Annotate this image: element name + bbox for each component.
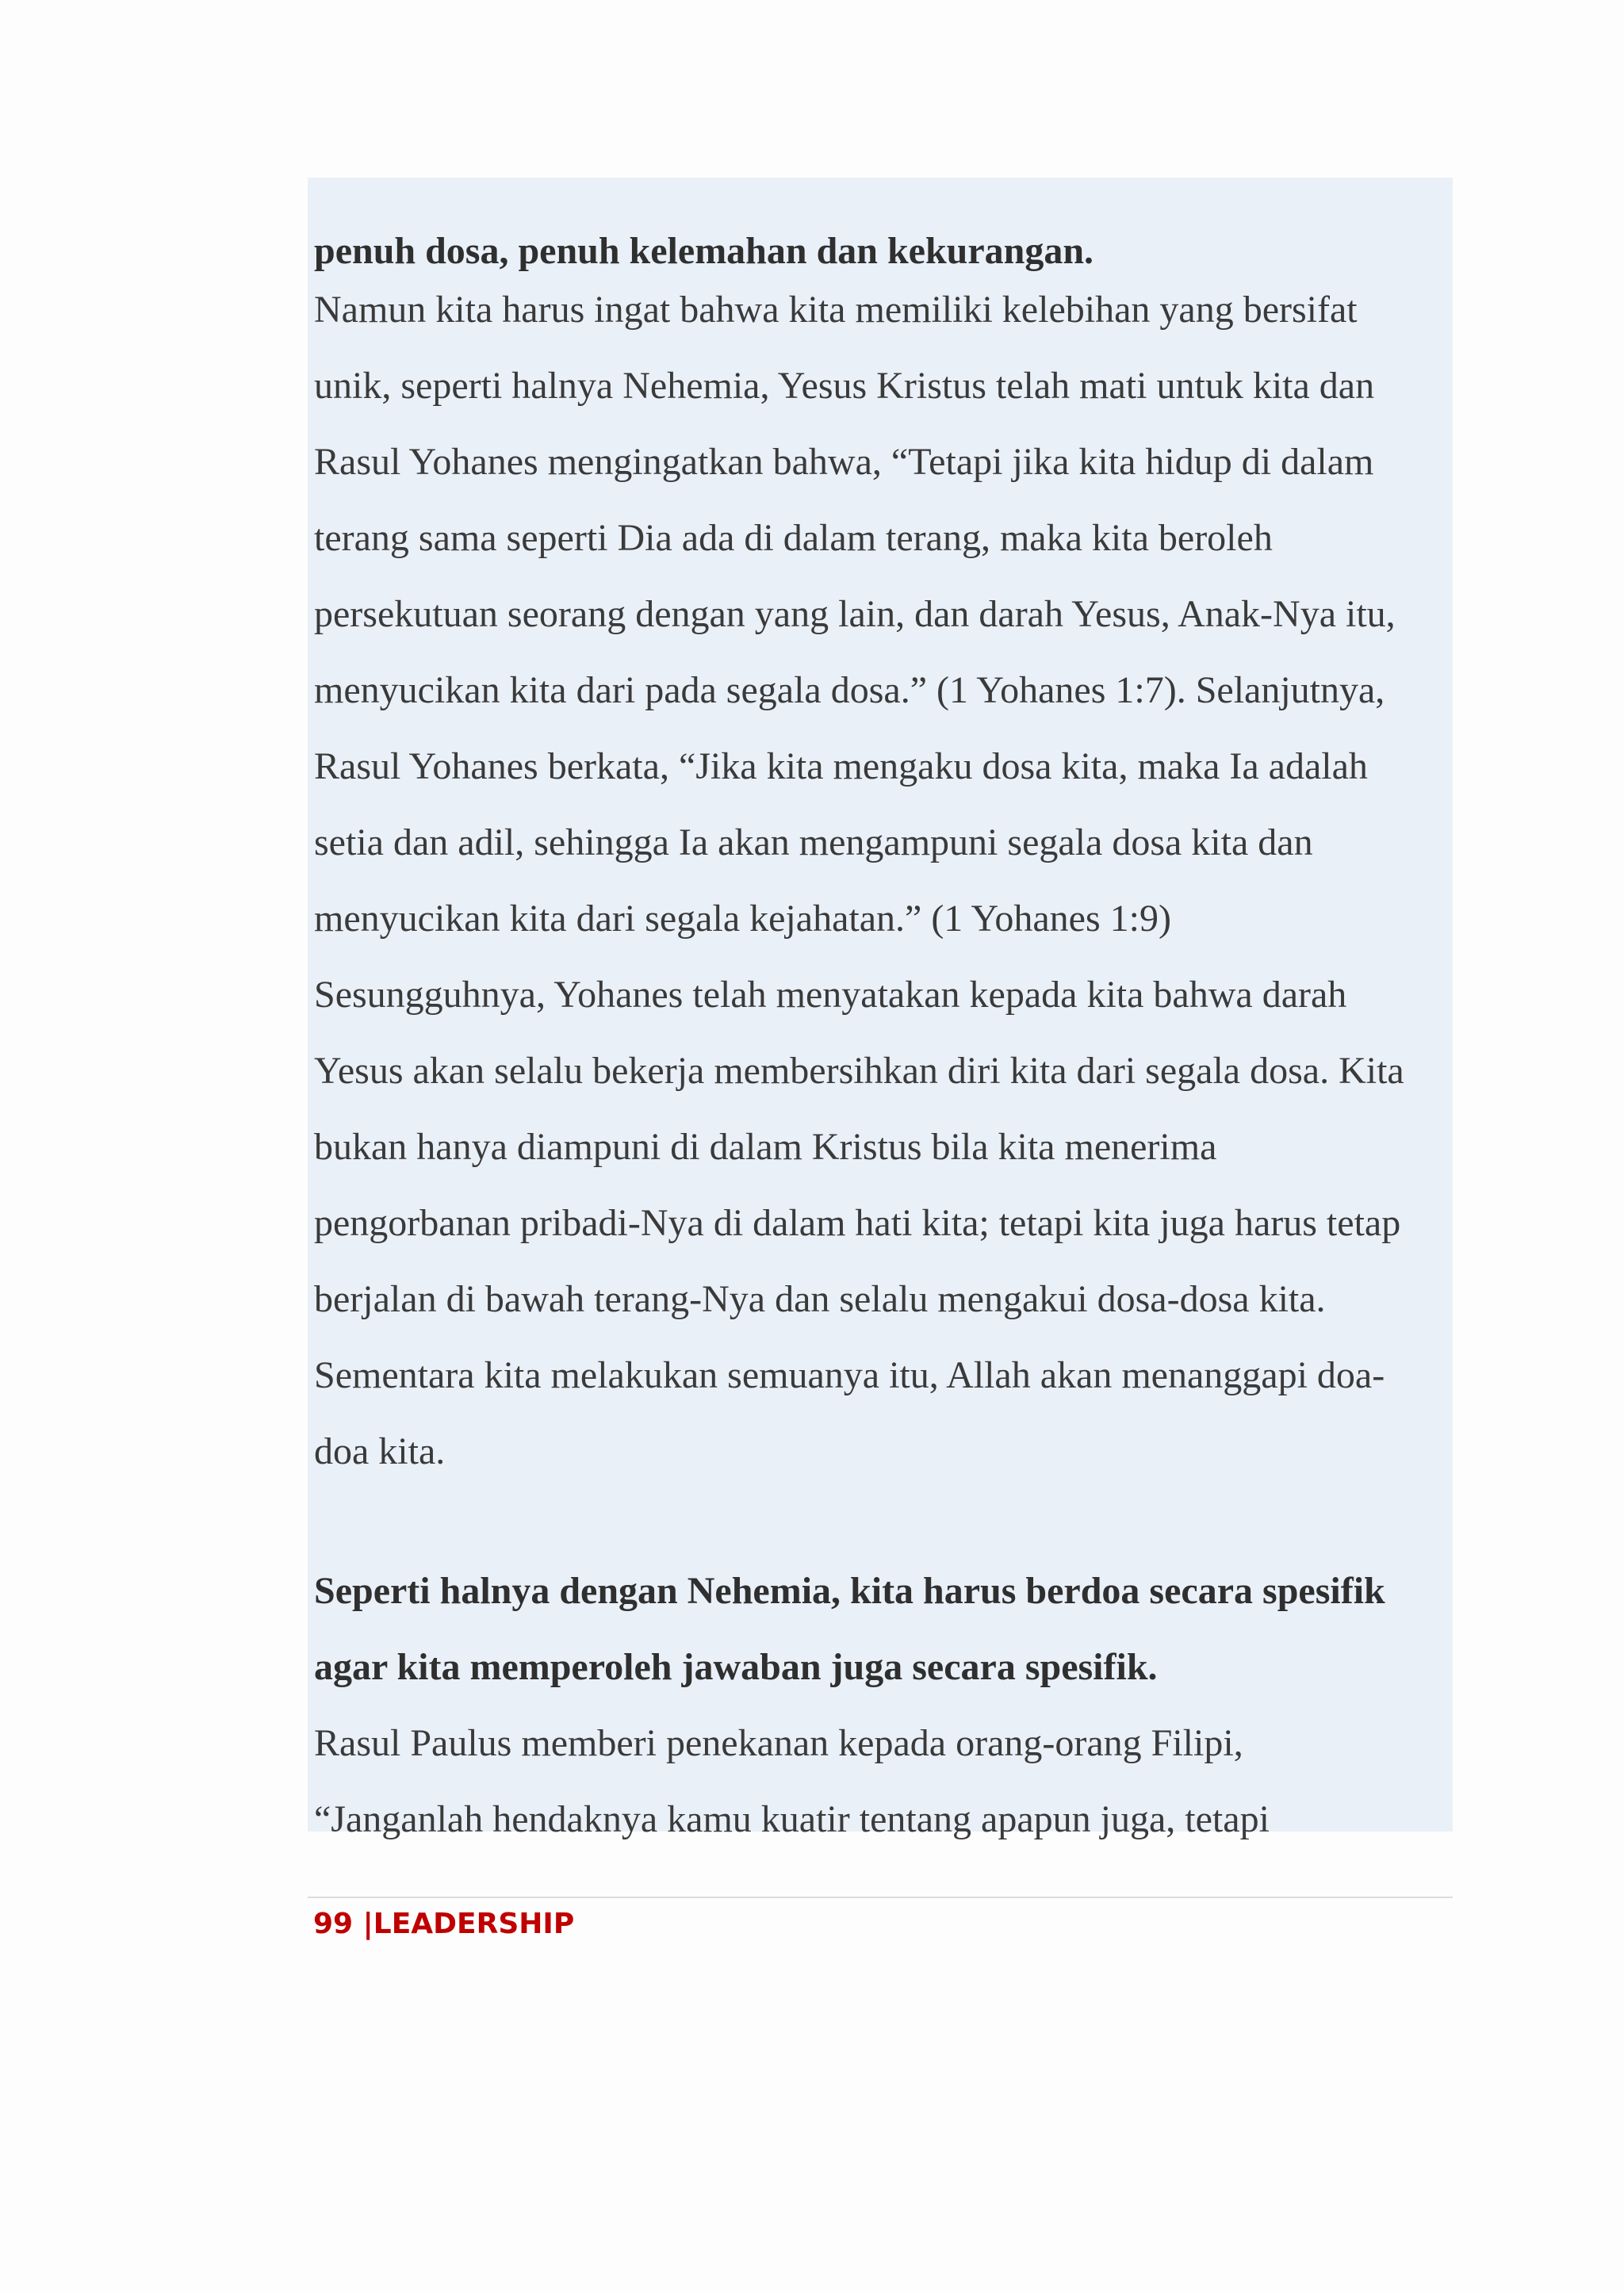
text-line: setia dan adil, sehingga Ia akan mengampuni segala dosa kita dan (314, 821, 1313, 863)
highlighted-text-block (308, 178, 1453, 1840)
text-line: persekutuan seorang dengan yang lain, dan darah Yesus, Anak-Nya itu, (314, 593, 1396, 635)
text-line: unik, seperti halnya Nehemia, Yesus Kristus telah mati untuk kita dan (314, 365, 1375, 407)
paragraph-spacer (314, 1490, 1453, 1553)
paragraph-bold-heading (314, 1553, 1453, 1705)
text-line: Yesus akan selalu bekerja membersihkan diri kita dari segala dosa. Kita (314, 1050, 1404, 1092)
text-line: Namun kita harus ingat bahwa kita memiliki kelebihan yang bersifat (314, 289, 1358, 331)
text-line: penuh dosa, penuh kelemahan dan kekurangan. (314, 230, 1094, 272)
text-line: berjalan di bawah terang-Nya dan selalu mengakui dosa-dosa kita. (314, 1278, 1326, 1320)
text-line: doa kita. (314, 1430, 446, 1472)
paragraph-darah-yesus (314, 957, 1453, 1490)
text-line: menyucikan kita dari pada segala dosa.” (1 Yohanes 1:7). Selanjutnya, (314, 669, 1385, 711)
text-line: bukan hanya diampuni di dalam Kristus bila kita menerima (314, 1126, 1217, 1168)
text-line: Rasul Yohanes berkata, “Jika kita mengaku dosa kita, maka Ia adalah (314, 745, 1368, 787)
text-line: Seperti halnya dengan Nehemia, kita harus berdoa secara spesifik (314, 1570, 1385, 1612)
text-line: Rasul Yohanes mengingatkan bahwa, “Tetapi jika kita hidup di dalam (314, 441, 1374, 483)
text-line: Sementara kita melakukan semuanya itu, Allah akan menanggapi doa- (314, 1354, 1385, 1396)
text-line: pengorbanan pribadi-Nya di dalam hati kita; tetapi kita juga harus tetap (314, 1202, 1401, 1244)
footer-divider (308, 1897, 1453, 1898)
paragraph-paulus-filipi (314, 1705, 1453, 1858)
text-line: terang sama seperti Dia ada di dalam terang, maka kita beroleh (314, 517, 1273, 559)
text-line: agar kita memperoleh jawaban juga secara spesifik. (314, 1646, 1158, 1688)
text-line: Rasul Paulus memberi penekanan kepada orang-orang Filipi, (314, 1722, 1243, 1764)
page-footer: 99 |LEADERSHIP (313, 1908, 575, 1940)
paragraph-nehemia-yohanes (314, 272, 1453, 957)
text-line: menyucikan kita dari segala kejahatan.” (1 Yohanes 1:9) (314, 898, 1171, 940)
text-line: “Janganlah hendaknya kamu kuatir tentang apapun juga, tetapi (314, 1798, 1270, 1840)
text-line: Sesungguhnya, Yohanes telah menyatakan kepada kita bahwa darah (314, 974, 1347, 1016)
